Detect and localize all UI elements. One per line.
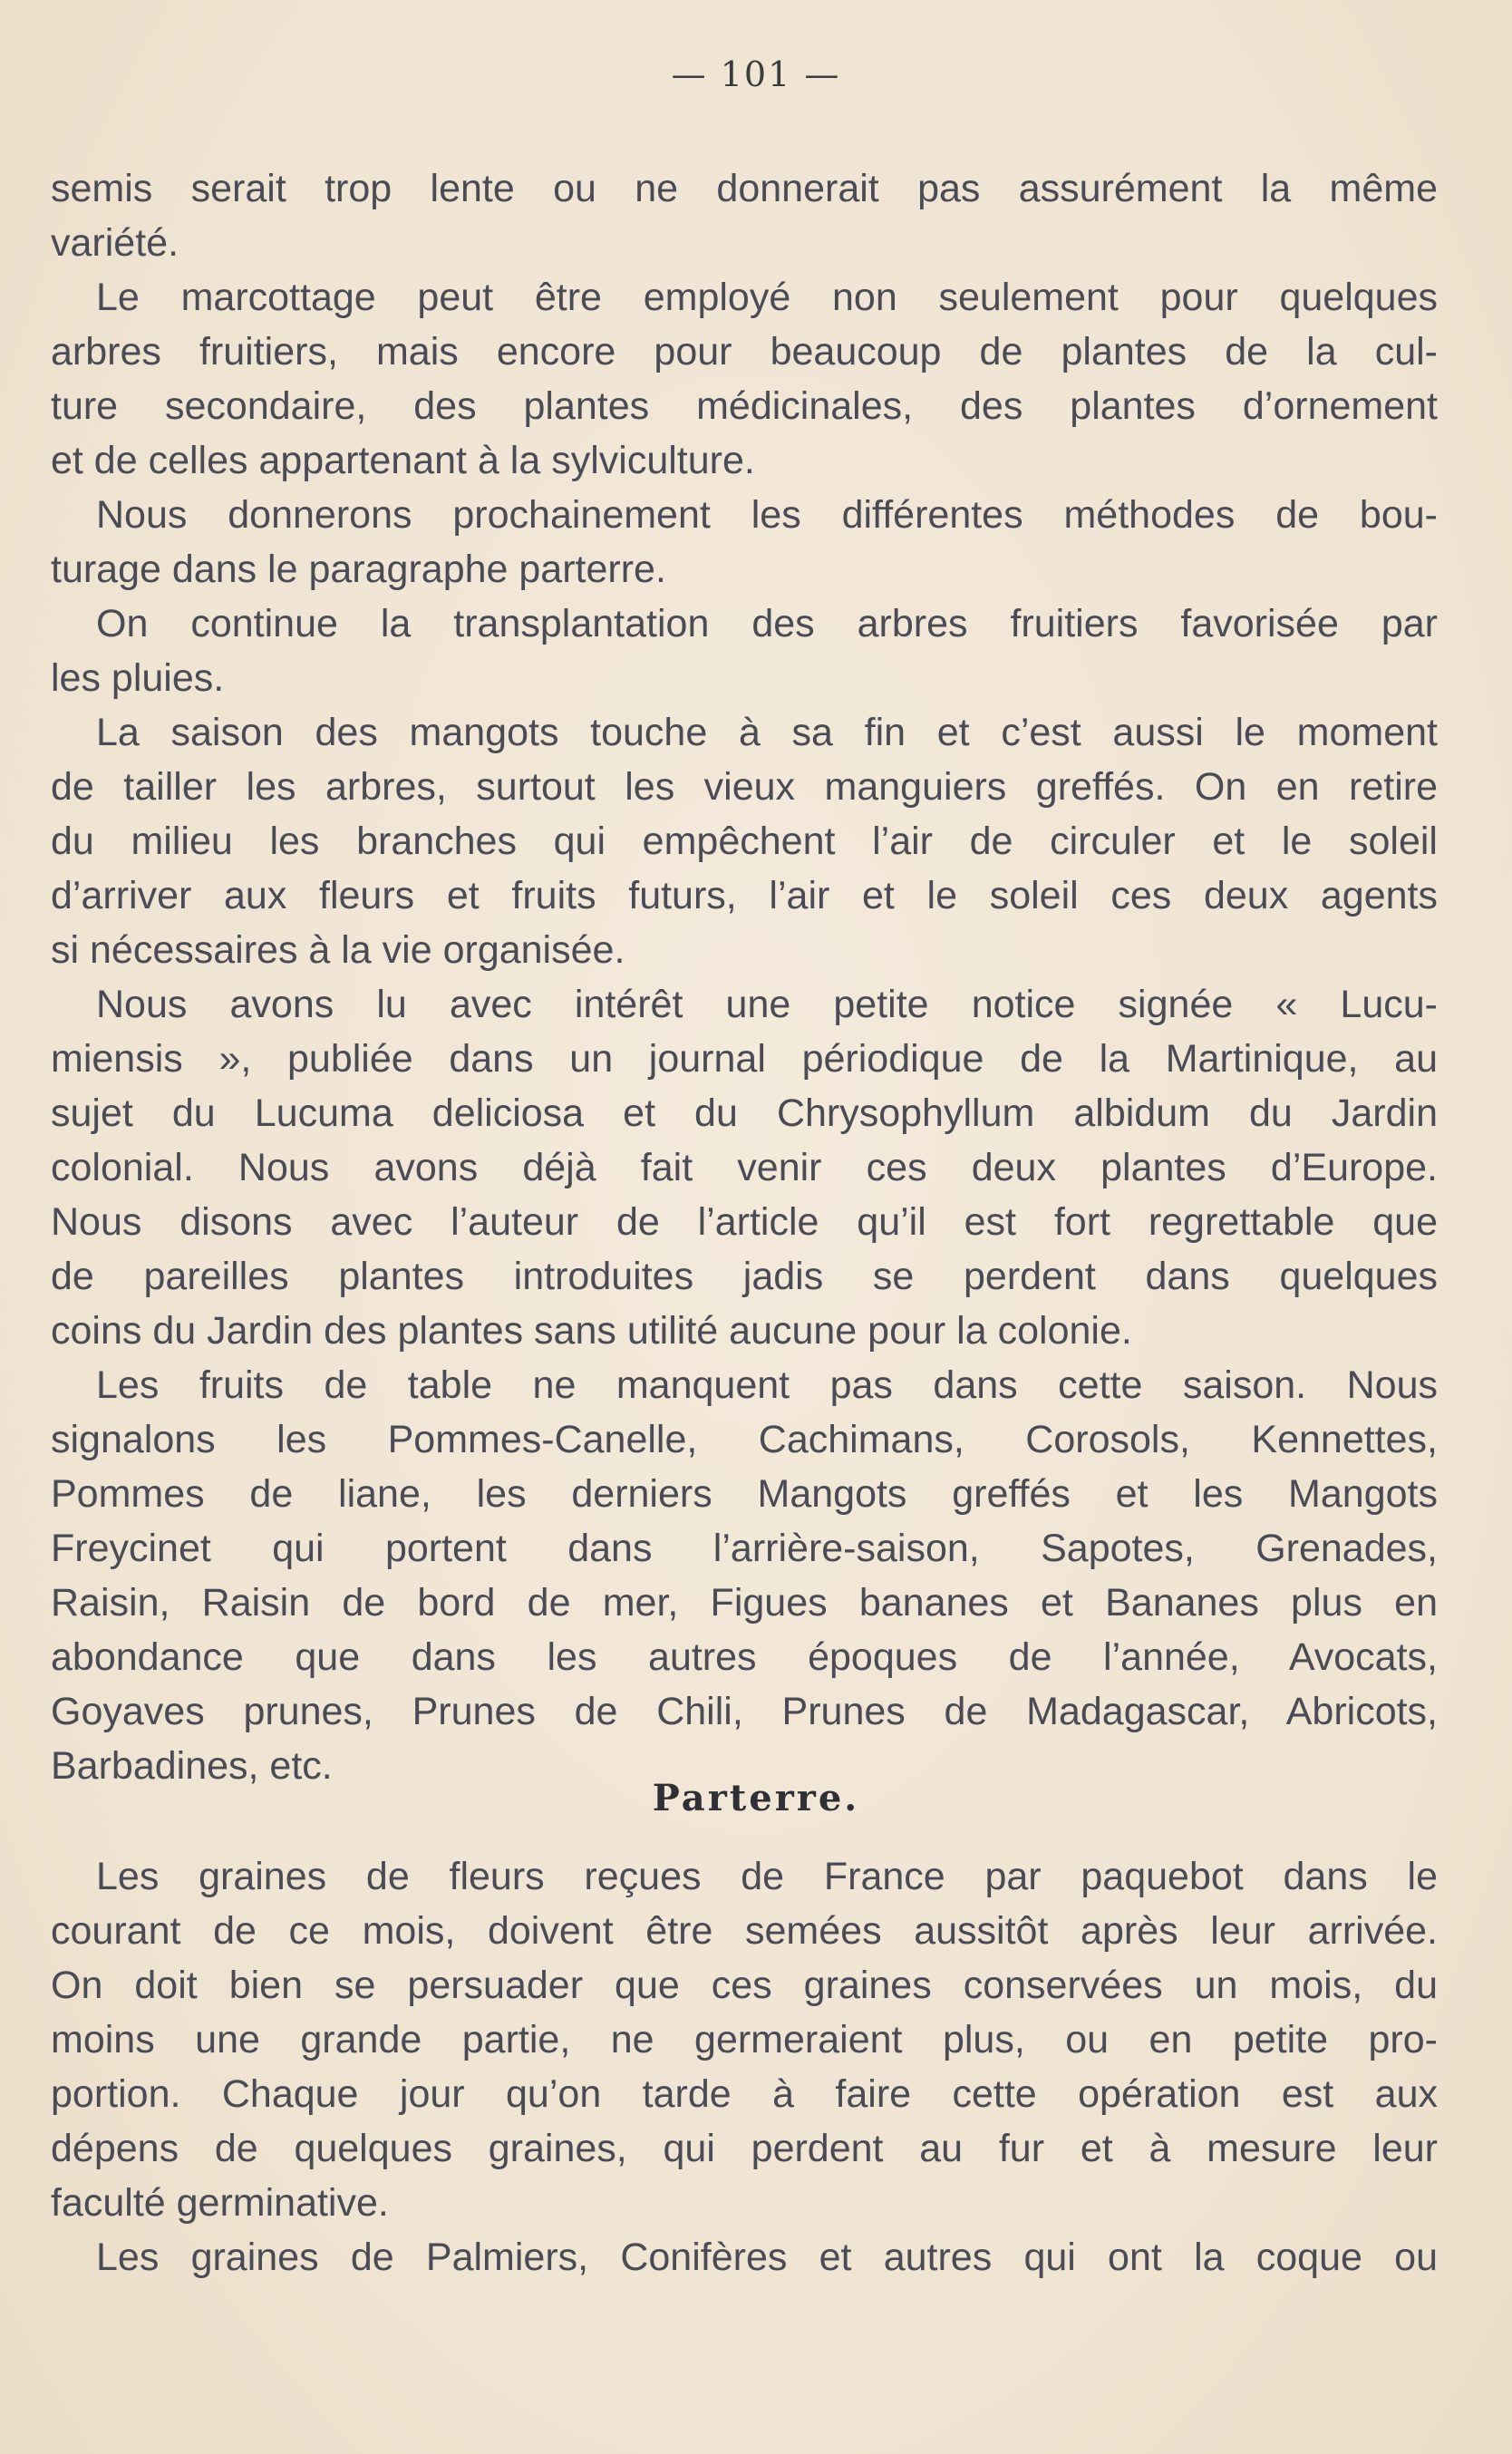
text-line: On continue la transplantation des arbres fruitiers favorisée par bbox=[96, 602, 1438, 645]
text-line: Les fruits de table ne manquent pas dans cette saison. Nous bbox=[96, 1363, 1438, 1407]
text-line: courant de ce mois, doivent être semées aussitôt après leur arrivée. bbox=[51, 1909, 1438, 1953]
text-line: coins du Jardin des plantes sans utilité aucune pour la colonie. bbox=[51, 1309, 1132, 1353]
text-line: Les graines de Palmiers, Conifères et autres qui ont la coque ou bbox=[96, 2236, 1438, 2279]
text-line: Les graines de fleurs reçues de France par paquebot dans le bbox=[96, 1855, 1438, 1898]
text-line: du milieu les branches qui empêchent l’air de circuler et le soleil bbox=[51, 820, 1438, 863]
text-line: portion. Chaque jour qu’on tarde à faire cette opération est aux bbox=[51, 2072, 1438, 2116]
text-line: Barbadines, etc. bbox=[51, 1744, 333, 1788]
text-line: Le marcottage peut être employé non seulement pour quelques bbox=[96, 276, 1438, 319]
text-line: dépens de quelques graines, qui perdent au fur et à mesure leur bbox=[51, 2127, 1438, 2170]
text-line: variété. bbox=[51, 221, 179, 265]
text-line: faculté germinative. bbox=[51, 2181, 389, 2225]
text-line: semis serait trop lente ou ne donnerait pas assurément la même bbox=[51, 167, 1438, 210]
text-line: Nous disons avec l’auteur de l’article qu’il est fort regrettable que bbox=[51, 1200, 1438, 1244]
text-line: turage dans le paragraphe parterre. bbox=[51, 548, 666, 591]
text-line: Raisin, Raisin de bord de mer, Figues bananes et Bananes plus en bbox=[51, 1581, 1438, 1625]
text-line: arbres fruitiers, mais encore pour beaucoup de plantes de la cul- bbox=[51, 330, 1438, 373]
text-line: de tailler les arbres, surtout les vieux manguiers greffés. On en retire bbox=[51, 765, 1438, 809]
text-line: Goyaves prunes, Prunes de Chili, Prunes de Madagascar, Abricots, bbox=[51, 1690, 1438, 1733]
text-block-parterre bbox=[51, 1849, 1438, 2284]
text-line: d’arriver aux fleurs et fruits futurs, l’air et le soleil ces deux agents bbox=[51, 874, 1438, 917]
text-line: Nous donnerons prochainement les différentes méthodes de bou- bbox=[96, 493, 1438, 537]
text-line: si nécessaires à la vie organisée. bbox=[51, 928, 625, 972]
text-line: On doit bien se persuader que ces graines conservées un mois, du bbox=[51, 1964, 1438, 2007]
text-line: sujet du Lucuma deliciosa et du Chrysophyllum albidum du Jardin bbox=[51, 1091, 1438, 1135]
text-line: La saison des mangots touche à sa fin et c’est aussi le moment bbox=[96, 711, 1438, 754]
text-line: abondance que dans les autres époques de l’année, Avocats, bbox=[51, 1635, 1438, 1679]
text-line: Freycinet qui portent dans l’arrière-saison, Sapotes, Grenades, bbox=[51, 1527, 1438, 1570]
text-line: ture secondaire, des plantes médicinales, des plantes d’ornement bbox=[51, 384, 1438, 428]
text-line: Nous avons lu avec intérêt une petite notice signée « Lucu- bbox=[96, 983, 1438, 1026]
text-line: de pareilles plantes introduites jadis se perdent dans quelques bbox=[51, 1255, 1438, 1298]
text-line: signalons les Pommes-Canelle, Cachimans, Corosols, Kennettes, bbox=[51, 1418, 1438, 1461]
text-line: et de celles appartenant à la sylviculture. bbox=[51, 439, 755, 482]
text-line: les pluies. bbox=[51, 656, 225, 700]
text-line: colonial. Nous avons déjà fait venir ces deux plantes d’Europe. bbox=[51, 1146, 1438, 1189]
text-line: miensis », publiée dans un journal périodique de la Martinique, au bbox=[51, 1037, 1438, 1081]
page-number: — 101 — bbox=[671, 54, 841, 94]
text-line: moins une grande partie, ne germeraient plus, ou en petite pro- bbox=[51, 2018, 1438, 2061]
text-line: Pommes de liane, les derniers Mangots greffés et les Mangots bbox=[51, 1472, 1438, 1516]
text-block-main bbox=[51, 161, 1438, 1793]
section-heading-parterre: Parterre. bbox=[652, 1777, 860, 1819]
